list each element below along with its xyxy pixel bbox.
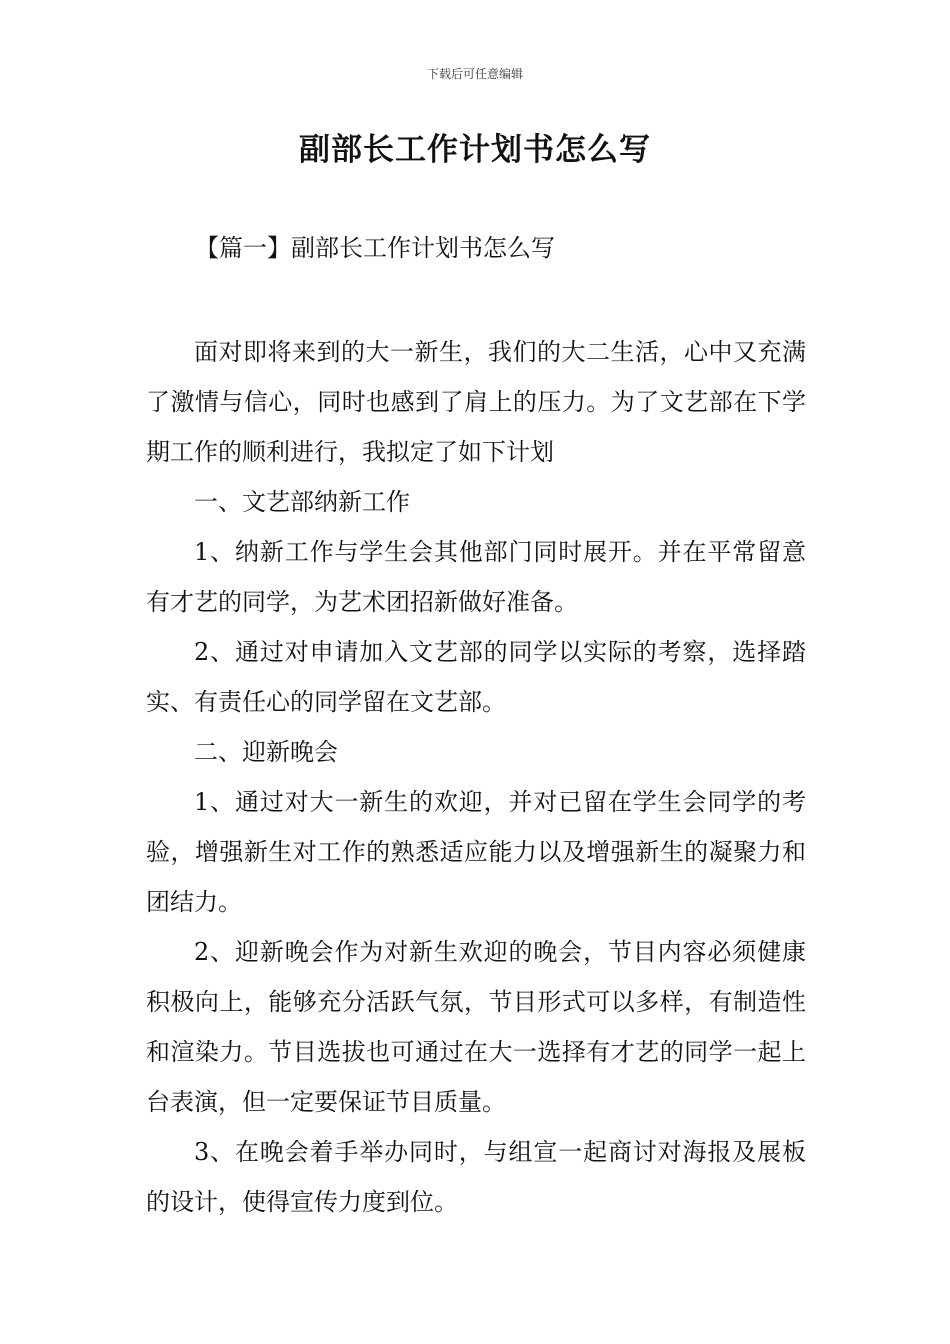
recruitment-item-2: 2、通过对申请加入文艺部的同学以实际的考察，选择踏实、有责任心的同学留在文艺部。 <box>146 638 806 716</box>
recruitment-item-1: 1、纳新工作与学生会其他部门同时展开。并在平常留意有才艺的同学，为艺术团招新做好准备。 <box>146 538 806 616</box>
welcome-party-item-1: 1、通过对大一新生的欢迎，并对已留在学生会同学的考验，增强新生对工作的熟悉适应能力以及增强新生的凝聚力和团结力。 <box>146 788 806 916</box>
section-heading: 【篇一】副部长工作计划书怎么写 <box>195 234 555 262</box>
welcome-party-item-2: 2、迎新晚会作为对新生欢迎的晚会，节目内容必须健康积极向上，能够充分活跃气氛，节目形式可以多样，有制造性和渲染力。节目选拔也可通过在大一选择有才艺的同学一起上台表演，但一定要保证节目质量。 <box>146 938 806 1116</box>
document-title: 副部长工作计划书怎么写 <box>299 132 651 168</box>
intro-paragraph: 面对即将来到的大一新生，我们的大二生活，心中又充满了激情与信心，同时也感到了肩上的压力。为了文艺部在下学期工作的顺利进行，我拟定了如下计划 <box>146 338 806 466</box>
download-note: 下载后可任意编辑 <box>426 67 523 81</box>
document-body <box>146 327 806 1227</box>
heading-welcome-party: 二、迎新晚会 <box>194 738 338 766</box>
welcome-party-item-3: 3、在晚会着手举办同时，与组宣一起商讨对海报及展板的设计，使得宣传力度到位。 <box>146 1138 806 1216</box>
heading-recruitment: 一、文艺部纳新工作 <box>194 488 410 516</box>
